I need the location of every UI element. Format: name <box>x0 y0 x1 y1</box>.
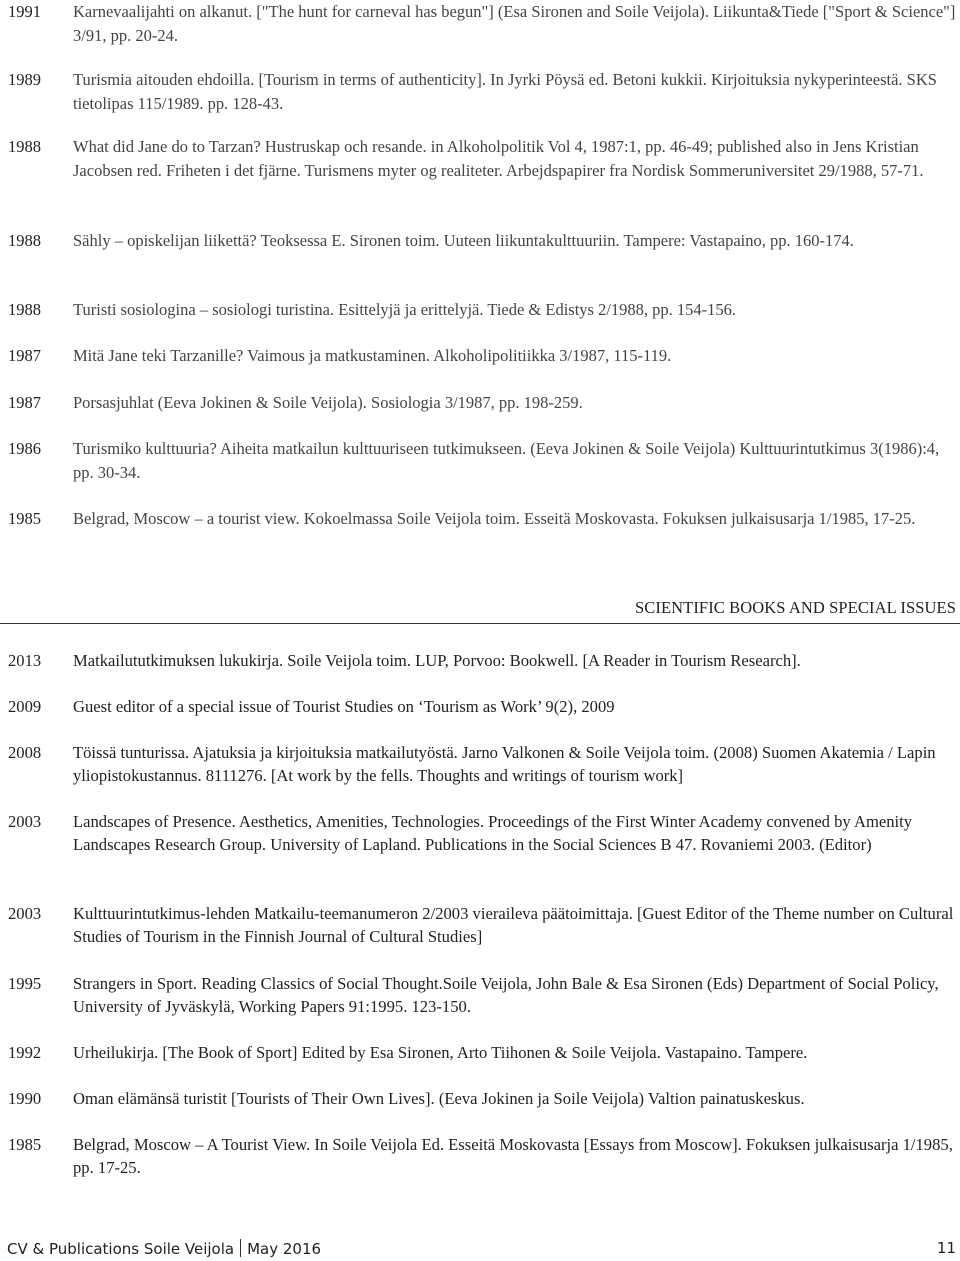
publication-year: 2003 <box>8 904 42 923</box>
publication-text: Belgrad, Moscow – A Tourist View. In Soile Veijola Ed. Esseitä Moskovasta [Essays from Moscow]. Fokuksen julkaisusarja 1/1985, pp. 17-25. <box>73 1135 953 1177</box>
page-footer <box>7 1239 956 1261</box>
section-divider <box>0 623 960 624</box>
publication-year: 2008 <box>8 743 42 762</box>
footer-date: May 2016 <box>247 1240 322 1258</box>
publication-text: Guest editor of a special issue of Tourist Studies on ‘Tourism as Work’ 9(2), 2009 <box>73 697 615 716</box>
publication-text: Porsasjuhlat (Eeva Jokinen & Soile Veijola). Sosiologia 3/1987, pp. 198-259. <box>73 393 583 412</box>
publication-text: Turismia aitouden ehdoilla. [Tourism in terms of authenticity]. In Jyrki Pöysä ed. Betoni kukkii. Kirjoituksia nykyperinteestä. SKS tietolipas 115/1989. pp. 128-43. <box>73 70 937 113</box>
footer-left <box>7 1239 321 1258</box>
publication-year: 2003 <box>8 812 42 831</box>
publication-text: Sähly – opiskelijan liikettä? Teoksessa E. Sironen toim. Uuteen liikuntakulttuuriin. Tampere: Vastapaino, pp. 160-174. <box>73 231 854 250</box>
publication-year: 1989 <box>8 70 41 89</box>
publication-year: 2013 <box>8 651 42 670</box>
publication-text: Karnevaalijahti on alkanut. ["The hunt for carneval has begun"] (Esa Sironen and Soile Veijola). Liikunta&Tiede ["Sport & Science"] 3/91, pp. 20-24. <box>73 2 956 45</box>
publication-text: What did Jane do to Tarzan? Hustruskap och resande. in Alkoholpolitik Vol 4, 1987:1, pp. 46-49; published also in Jens Kristian Jacobsen red. Friheten i det fjärne. Turismens myter og realiteter. Arbejdspapirer fra Nordisk Sommeruniversitet 29/1988, 57-71. <box>73 137 924 180</box>
publication-text: Mitä Jane teki Tarzanille? Vaimous ja matkustaminen. Alkoholipolitiikka 3/1987, 115-119. <box>73 346 672 365</box>
publication-year: 1988 <box>8 300 41 319</box>
publication-text: Belgrad, Moscow – a tourist view. Kokoelmassa Soile Veijola toim. Esseitä Moskovasta. Fokuksen julkaisusarja 1/1985, 17-25. <box>73 509 916 528</box>
publication-text: Matkailututkimuksen lukukirja. Soile Veijola toim. LUP, Porvoo: Bookwell. [A Reader in Tourism Research]. <box>73 651 801 670</box>
publication-year: 1992 <box>8 1043 42 1062</box>
publication-text: Turismiko kulttuuria? Aiheita matkailun kulttuuriseen tutkimukseen. (Eeva Jokinen & Soile Veijola) Kulttuurintutkimus 3(1986):4, pp. 30-34. <box>73 439 940 482</box>
footer-document-title: CV & Publications Soile Veijola <box>7 1240 235 1258</box>
publication-text: Turisti sosiologina – sosiologi turistina. Esittelyjä ja erittelyjä. Tiede & Edistys 2/1988, pp. 154-156. <box>73 300 737 319</box>
publication-year: 1988 <box>8 231 41 250</box>
publication-year: 1985 <box>8 509 41 528</box>
publication-text: Urheilukirja. [The Book of Sport] Edited by Esa Sironen, Arto Tiihonen & Soile Veijola. Vastapaino. Tampere. <box>73 1043 808 1062</box>
publication-year: 1986 <box>8 439 41 458</box>
publication-year: 1988 <box>8 137 41 156</box>
publication-text: Oman elämänsä turistit [Tourists of Their Own Lives]. (Eeva Jokinen ja Soile Veijola) Valtion painatuskeskus. <box>73 1089 805 1108</box>
publication-text: Landscapes of Presence. Aesthetics, Amenities, Technologies. Proceedings of the First Winter Academy convened by Amenity Landscapes Research Group. University of Lapland. Publications in the Social Sciences B 47. Rovaniemi 2003. (Editor) <box>73 812 913 854</box>
publication-text: Kulttuurintutkimus-lehden Matkailu-teemanumeron 2/2003 vieraileva päätoimittaja. [Guest Editor of the Theme number on Cultural Studies of Tourism in the Finnish Journal of Cultural Studies] <box>73 904 954 946</box>
publication-year: 1991 <box>8 2 41 21</box>
publication-text: Strangers in Sport. Reading Classics of Social Thought.Soile Veijola, John Bale & Esa Sironen (Eds) Department of Social Policy, University of Jyväskylä, Working Papers 91:1995. 123-150. <box>73 974 939 1016</box>
publication-text: Töissä tunturissa. Ajatuksia ja kirjoituksia matkailutyöstä. Jarno Valkonen & Soile Veijola toim. (2008) Suomen Akatemia / Lapin yliopistokustannus. 8111276. [At work by the fells. Thoughts and writings of tourism work] <box>73 743 936 785</box>
publication-year: 1987 <box>8 393 41 412</box>
publication-year: 1987 <box>8 346 41 365</box>
section-heading: SCIENTIFIC BOOKS AND SPECIAL ISSUES <box>634 598 956 617</box>
page-number: 11 <box>936 1239 956 1257</box>
publication-year: 2009 <box>8 697 42 716</box>
footer-separator <box>240 1239 241 1257</box>
publication-year: 1985 <box>8 1135 42 1154</box>
publication-year: 1990 <box>8 1089 42 1108</box>
publication-year: 1995 <box>8 974 42 993</box>
